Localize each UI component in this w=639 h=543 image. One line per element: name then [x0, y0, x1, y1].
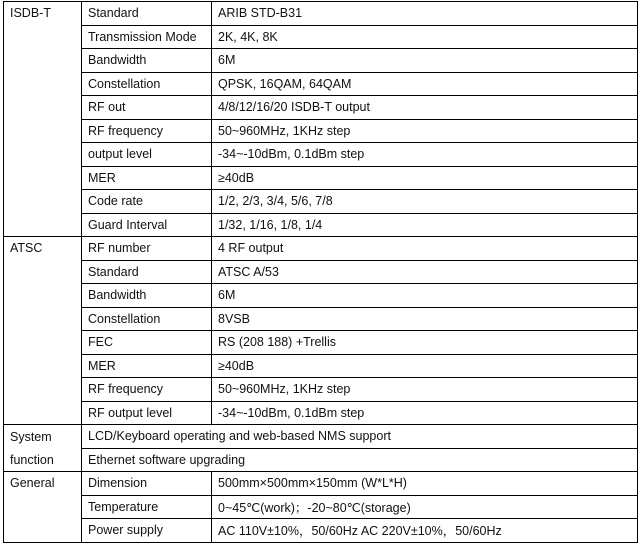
spec-table	[3, 1, 638, 543]
spec-label: RF number	[82, 237, 212, 261]
table-row	[4, 190, 638, 214]
table-row	[4, 49, 638, 73]
table-row	[4, 213, 638, 237]
spec-value: ARIB STD-B31	[212, 2, 638, 26]
table-row	[4, 166, 638, 190]
group-label-system: System	[4, 425, 82, 449]
spec-value: 8VSB	[212, 307, 638, 331]
spec-value: Ethernet software upgrading	[82, 448, 638, 472]
spec-label: Constellation	[82, 307, 212, 331]
spec-value: -34~-10dBm, 0.1dBm step	[212, 401, 638, 425]
table-row	[4, 331, 638, 355]
spec-value: 50~960MHz, 1KHz step	[212, 378, 638, 402]
table-row	[4, 2, 638, 26]
spec-label: Code rate	[82, 190, 212, 214]
spec-value: ATSC A/53	[212, 260, 638, 284]
spec-value: RS (208 188) +Trellis	[212, 331, 638, 355]
spec-value: -34~-10dBm, 0.1dBm step	[212, 143, 638, 167]
table-row	[4, 378, 638, 402]
spec-value: ≥40dB	[212, 166, 638, 190]
table-row	[4, 472, 638, 496]
table-row	[4, 96, 638, 120]
table-row	[4, 354, 638, 378]
spec-label: RF frequency	[82, 119, 212, 143]
table-row	[4, 425, 638, 449]
spec-value: 4/8/12/16/20 ISDB-T output	[212, 96, 638, 120]
spec-value: 1/2, 2/3, 3/4, 5/6, 7/8	[212, 190, 638, 214]
spec-value: 50~960MHz, 1KHz step	[212, 119, 638, 143]
spec-label: FEC	[82, 331, 212, 355]
table-row	[4, 237, 638, 261]
spec-value: QPSK, 16QAM, 64QAM	[212, 72, 638, 96]
spec-label: Dimension	[82, 472, 212, 496]
spec-label: Bandwidth	[82, 49, 212, 73]
table-row	[4, 143, 638, 167]
group-label-system-cont: function	[4, 448, 82, 472]
spec-label: output level	[82, 143, 212, 167]
spec-label: Guard Interval	[82, 213, 212, 237]
spec-label: Power supply	[82, 519, 212, 543]
spec-value: LCD/Keyboard operating and web-based NMS support	[82, 425, 638, 449]
table-row	[4, 260, 638, 284]
spec-value: 500mm×500mm×150mm (W*L*H)	[212, 472, 638, 496]
spec-value: 6M	[212, 49, 638, 73]
spec-label: Standard	[82, 260, 212, 284]
spec-value: AC 110V±10%，50/60Hz AC 220V±10%，50/60Hz	[212, 519, 638, 543]
spec-label: RF out	[82, 96, 212, 120]
spec-label: Standard	[82, 2, 212, 26]
table-row	[4, 72, 638, 96]
spec-label: Bandwidth	[82, 284, 212, 308]
table-row	[4, 519, 638, 543]
group-label-atsc: ATSC	[4, 237, 82, 425]
spec-label: RF output level	[82, 401, 212, 425]
table-row	[4, 119, 638, 143]
spec-value: 6M	[212, 284, 638, 308]
group-label-isdbt: ISDB-T	[4, 2, 82, 237]
table-row	[4, 448, 638, 472]
group-label-general: General	[4, 472, 82, 543]
spec-value: ≥40dB	[212, 354, 638, 378]
spec-label: MER	[82, 354, 212, 378]
spec-label: Transmission Mode	[82, 25, 212, 49]
table-row	[4, 401, 638, 425]
table-row	[4, 495, 638, 519]
table-row	[4, 307, 638, 331]
table-row	[4, 25, 638, 49]
spec-label: Constellation	[82, 72, 212, 96]
spec-label: RF frequency	[82, 378, 212, 402]
spec-value: 4 RF output	[212, 237, 638, 261]
table-row	[4, 284, 638, 308]
spec-value: 2K, 4K, 8K	[212, 25, 638, 49]
spec-label: MER	[82, 166, 212, 190]
spec-label: Temperature	[82, 495, 212, 519]
spec-value: 1/32, 1/16, 1/8, 1/4	[212, 213, 638, 237]
spec-value: 0~45℃(work)；-20~80℃(storage)	[212, 495, 638, 519]
